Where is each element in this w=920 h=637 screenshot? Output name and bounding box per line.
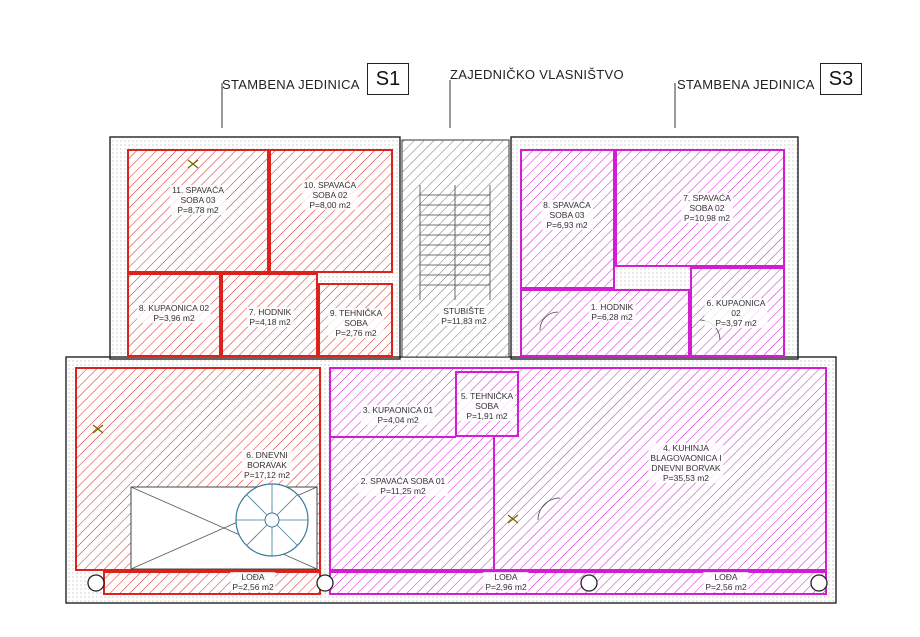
room-label-s3-loda-1: LOĐA P=2,96 m2 — [485, 572, 527, 592]
room-label-s1-loda: LOĐA P=2,56 m2 — [232, 572, 274, 592]
left-unit-code: S1 — [367, 63, 409, 95]
room-label-s3-spavaca-2: 7. SPAVAĆA SOBA 02 P=10,98 m2 — [683, 193, 731, 223]
room-label-s1-tehnicka: 9. TEHNIČKA SOBA P=2,76 m2 — [329, 308, 383, 338]
room-label-s1-spavaca-2: 10. SPAVAĆA SOBA 02 P=8,00 m2 — [303, 180, 357, 210]
right-unit-label: STAMBENA JEDINICA — [677, 77, 815, 92]
common-area-label: ZAJEDNIČKO VLASNIŠTVO — [450, 67, 624, 82]
room-label-s1-kupaonica: 8. KUPAONICA 02 P=3,96 m2 — [138, 303, 210, 323]
room-label-s3-kupaonica-2: 6. KUPAONICA 02 P=3,97 m2 — [706, 298, 766, 328]
room-label-s3-loda-2: LOĐA P=2,56 m2 — [705, 572, 747, 592]
room-label-s3-kuhinja: 4. KUHINJA BLAGOVAONICA I DNEVNI BORVAK P=35,53 m2 — [650, 443, 722, 483]
room-label-s3-spavaca-1: 2. SPAVAĆA SOBA 01 P=11,25 m2 — [360, 476, 446, 496]
right-unit-code: S3 — [820, 63, 862, 95]
room-label-s1-boravak: 6. DNEVNI BORAVAK P=17,12 m2 — [243, 450, 291, 480]
left-unit-label: STAMBENA JEDINICA — [222, 77, 360, 92]
room-label-s1-spavaca-3: 11. SPAVAĆA SOBA 03 P=8,78 m2 — [172, 185, 224, 215]
room-label-s1-hodnik: 7. HODNIK P=4,18 m2 — [248, 307, 292, 327]
room-label-s3-hodnik: 1. HODNIK P=6,28 m2 — [590, 302, 634, 322]
room-label-s3-spavaca-3: 8. SPAVAĆA SOBA 03 P=6,93 m2 — [543, 200, 591, 230]
room-label-s3-tehnicka: 5. TEHNIČKA SOBA P=1,91 m2 — [460, 391, 514, 421]
room-label-s3-kupaonica-1: 3. KUPAONICA 01 P=4,04 m2 — [362, 405, 434, 425]
spiral-stair — [131, 484, 317, 569]
room-label-stubiste: STUBIŠTE P=11,83 m2 — [441, 306, 487, 326]
